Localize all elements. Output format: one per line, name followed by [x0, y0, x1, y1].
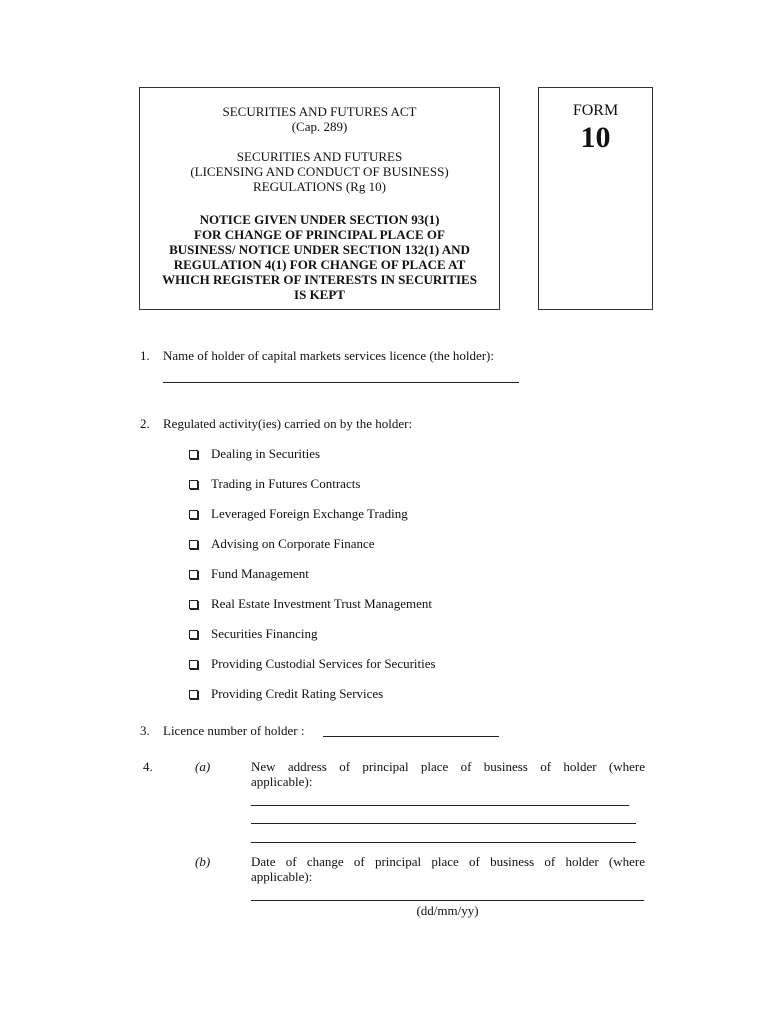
activity-option-label: Providing Custodial Services for Securities	[211, 656, 436, 671]
checkbox[interactable]	[189, 660, 198, 669]
activity-option-label: Advising on Corporate Finance	[211, 536, 375, 551]
checkbox[interactable]	[189, 540, 198, 549]
activity-option-label: Securities Financing	[211, 626, 318, 641]
notice-title-line: REGULATION 4(1) FOR CHANGE OF PLACE AT	[173, 257, 466, 272]
checkbox[interactable]	[189, 480, 198, 489]
form-header-box	[139, 87, 500, 310]
form-number-box	[538, 87, 653, 310]
checkbox[interactable]	[189, 450, 198, 459]
question-number: 2.	[140, 416, 150, 431]
activity-option-label: Real Estate Investment Trust Management	[211, 596, 432, 611]
regulation-title-line: (LICENSING AND CONDUCT OF BUSINESS)	[190, 164, 449, 179]
new-address-field[interactable]	[251, 823, 636, 824]
change-date-label: Date of change of principal place of business of holder (where	[251, 854, 645, 869]
act-cap: (Cap. 289)	[291, 119, 348, 134]
activity-option-label: Fund Management	[211, 566, 309, 581]
form-number: 10	[580, 121, 611, 154]
checkbox[interactable]	[189, 690, 198, 699]
holder-name-field[interactable]	[163, 382, 519, 383]
checkbox[interactable]	[189, 600, 198, 609]
form-label: FORM	[572, 102, 619, 119]
activity-option-label: Dealing in Securities	[211, 446, 321, 461]
regulation-title-line: REGULATIONS (Rg 10)	[253, 179, 386, 194]
activity-option-label: Leveraged Foreign Exchange Trading	[211, 506, 408, 521]
question-number: 3.	[140, 723, 150, 738]
act-title: SECURITIES AND FUTURES ACT	[222, 104, 417, 119]
change-date-label-cont: applicable):	[251, 869, 313, 884]
holder-name-label: Name of holder of capital markets services licence (the holder):	[163, 348, 494, 363]
checkbox[interactable]	[189, 510, 198, 519]
new-address-field[interactable]	[251, 805, 629, 806]
activity-option-label: Trading in Futures Contracts	[211, 476, 361, 491]
licence-number-label: Licence number of holder :	[163, 723, 305, 738]
new-address-label: New address of principal place of business of holder (where	[251, 759, 645, 774]
notice-title-line: IS KEPT	[294, 287, 345, 302]
activity-option-label: Providing Credit Rating Services	[211, 686, 384, 701]
notice-title-line: NOTICE GIVEN UNDER SECTION 93(1)	[199, 212, 440, 227]
regulation-title-line: SECURITIES AND FUTURES	[236, 149, 403, 164]
regulated-activities-label: Regulated activity(ies) carried on by the holder:	[163, 416, 413, 431]
notice-title-line: FOR CHANGE OF PRINCIPAL PLACE OF	[194, 227, 445, 242]
date-format-hint: (dd/mm/yy)	[416, 903, 479, 918]
question-number: 1.	[140, 348, 150, 363]
licence-number-field[interactable]	[323, 736, 499, 737]
notice-title-line: WHICH REGISTER OF INTERESTS IN SECURITIES	[162, 272, 477, 287]
notice-title-line: BUSINESS/ NOTICE UNDER SECTION 132(1) AND	[169, 242, 470, 257]
change-date-field[interactable]	[251, 900, 644, 901]
question-number: 4.	[143, 759, 153, 774]
sub-item-label: (b)	[195, 854, 211, 869]
sub-item-label: (a)	[195, 759, 211, 774]
new-address-field[interactable]	[251, 842, 636, 843]
checkbox[interactable]	[189, 630, 198, 639]
new-address-label-cont: applicable):	[251, 774, 313, 789]
checkbox[interactable]	[189, 570, 198, 579]
